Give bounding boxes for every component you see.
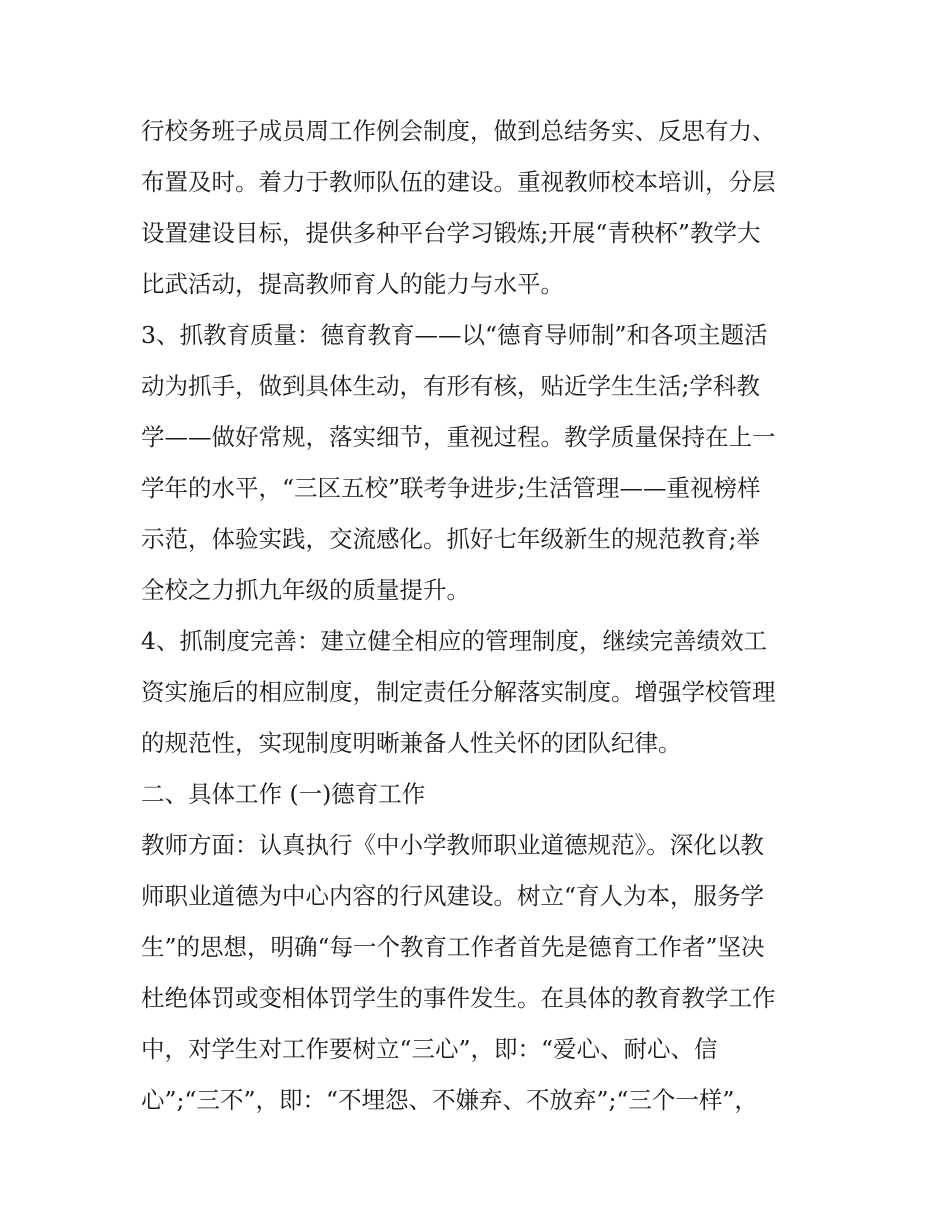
section-heading-specific-work: 二、具体工作 (一)德育工作: [141, 780, 426, 808]
text-line: 布置及时。着力于教师队伍的建设。重视教师校本培训，分层: [141, 168, 776, 196]
text-line: 示范，体验实践，交流感化。抓好七年级新生的规范教育;举: [141, 525, 760, 553]
text-line: 杜绝体罚或变相体罚学生的事件发生。在具体的教育教学工作: [141, 984, 776, 1012]
text-line: 全校之力抓九年级的质量提升。: [141, 576, 470, 604]
text-line: 比武活动，提高教师育人的能力与水平。: [141, 270, 564, 298]
document-body: [141, 106, 811, 1126]
text-line: 学——做好常规，落实细节，重视过程。教学质量保持在上一: [141, 423, 776, 451]
text-line: 师职业道德为中心内容的行风建设。树立“育人为本，服务学: [141, 882, 765, 910]
text-line: 的规范性，实现制度明晰兼备人性关怀的团队纪律。: [141, 729, 682, 757]
text-line: 资实施后的相应制度，制定责任分解落实制度。增强学校管理: [141, 678, 776, 706]
text-line: 生”的思想，明确“每一个教育工作者首先是德育工作者”坚决: [141, 933, 765, 961]
section-3-heading-line: 3、抓教育质量：德育教育——以“德育导师制”和各项主题活: [141, 321, 768, 349]
text-line: 学年的水平，“三区五校”联考争进步;生活管理——重视榜样: [141, 474, 761, 502]
text-line: 动为抓手，做到具体生动，有形有核，贴近学生生活;学科教: [141, 372, 760, 400]
section-4-heading-line: 4、抓制度完善：建立健全相应的管理制度，继续完善绩效工: [141, 627, 767, 655]
text-line: 教师方面：认真执行《中小学教师职业道德规范》。深化以教: [141, 831, 764, 859]
text-line: 心”;“三不”，即：“不埋怨、不嫌弃、不放弃”;“三个一样”，: [141, 1086, 758, 1114]
text-line: 中，对学生对工作要树立“三心”，即：“爱心、耐心、信: [141, 1035, 718, 1063]
text-line: 设置建设目标，提供多种平台学习锻炼;开展“青秧杯”教学大: [141, 219, 761, 247]
text-line: 行校务班子成员周工作例会制度，做到总结务实、反思有力、: [141, 117, 776, 145]
